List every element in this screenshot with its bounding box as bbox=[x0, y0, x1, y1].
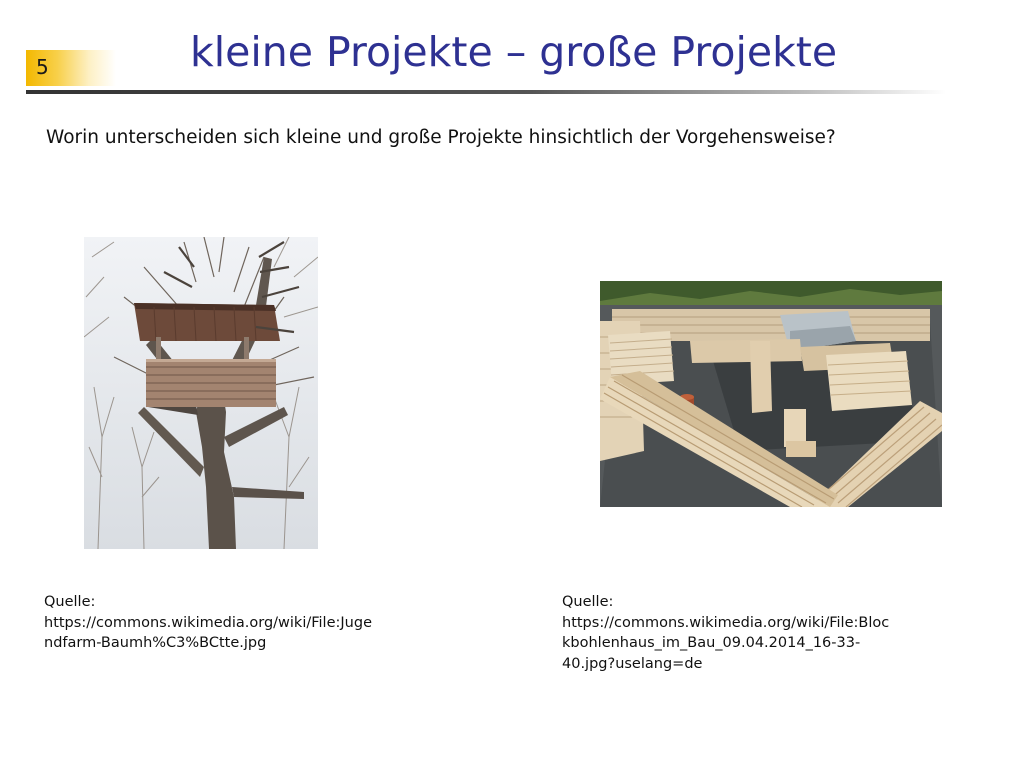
loghouse-illustration bbox=[600, 281, 942, 507]
right-caption-label: Quelle: bbox=[562, 594, 614, 610]
right-image-caption bbox=[562, 592, 889, 674]
left-caption-line-2: ndfarm-Baumh%C3%BCtte.jpg bbox=[44, 635, 267, 651]
right-caption-line-1: https://commons.wikimedia.org/wiki/File:Bloc bbox=[562, 614, 890, 631]
treehouse-photo bbox=[84, 237, 318, 549]
loghouse-photo bbox=[600, 281, 942, 507]
slide-question: Worin unterscheiden sich kleine und große Projekte hinsichtlich der Vorgehensweise? bbox=[46, 127, 836, 148]
left-caption-line-1: https://commons.wikimedia.org/wiki/File:Juge bbox=[44, 614, 372, 631]
slide-title: kleine Projekte – große Projekte bbox=[190, 28, 838, 76]
right-caption-line-2: kbohlenhaus_im_Bau_09.04.2014_16-33- bbox=[562, 635, 861, 651]
slide-number: 5 bbox=[36, 55, 49, 79]
right-caption-line-3: 40.jpg?uselang=de bbox=[562, 655, 703, 672]
title-divider bbox=[26, 90, 946, 94]
left-caption-label: Quelle: bbox=[44, 594, 96, 610]
left-image-caption bbox=[44, 592, 372, 654]
treehouse-illustration bbox=[84, 237, 318, 549]
